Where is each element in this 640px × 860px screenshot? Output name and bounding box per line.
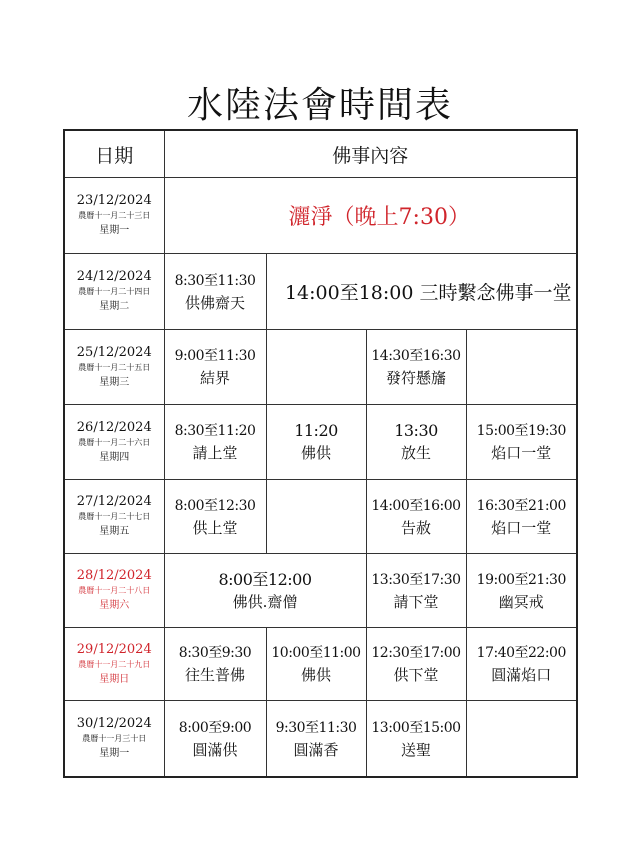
- table-row: [64, 554, 577, 628]
- event-desc: 圓滿焰口: [491, 666, 552, 684]
- date-cell: [64, 405, 164, 480]
- event-cell-empty: [266, 330, 366, 405]
- date-cell: [64, 178, 164, 254]
- event-cell: [366, 628, 466, 701]
- lunar-date: 農曆十一月三十日: [82, 734, 147, 743]
- weekday: 星期一: [99, 748, 130, 759]
- table-row: [64, 178, 577, 254]
- weekday: 星期五: [99, 526, 130, 537]
- event-desc: 焰口一堂: [491, 444, 552, 462]
- event-cell: [366, 405, 466, 480]
- event-time: 10:00至11:00: [271, 645, 361, 661]
- event-cell: [164, 554, 366, 628]
- event-time: 15:00至19:30: [476, 423, 566, 439]
- event-time: 13:00至15:00: [371, 719, 461, 736]
- header-row: [64, 130, 577, 178]
- event-time: 8:00至12:30: [174, 497, 256, 514]
- event-time: 17:40至22:00: [476, 645, 566, 661]
- event-time: 8:00至12:00: [218, 569, 312, 589]
- weekday: 星期三: [99, 376, 130, 388]
- table-row: [64, 254, 577, 330]
- date-cell: [64, 480, 164, 554]
- event-cell: [366, 330, 466, 405]
- date-cell: [64, 554, 164, 628]
- event-desc: 告赦: [400, 518, 431, 537]
- date-text: 30/12/2024: [76, 716, 152, 731]
- event-desc: 焰口一堂: [491, 518, 552, 537]
- event-time: 11:20: [294, 421, 338, 440]
- date-cell: [64, 254, 164, 330]
- event-desc: 送聖: [400, 740, 431, 759]
- event-cell: [266, 701, 366, 778]
- event-desc: 佛供.齋僧: [232, 592, 298, 611]
- event-cell-empty: [466, 330, 577, 405]
- event-desc: 供上堂: [192, 518, 238, 537]
- date-text: 23/12/2024: [76, 193, 152, 208]
- event-cell-empty: [266, 480, 366, 554]
- date-text: 29/12/2024: [76, 641, 152, 657]
- event-time: 16:30至21:00: [476, 497, 566, 514]
- date-text: 28/12/2024: [76, 568, 152, 583]
- event-cell: [466, 480, 577, 554]
- event-cell: [266, 628, 366, 701]
- date-cell: [64, 330, 164, 405]
- event-desc: 請上堂: [192, 444, 238, 462]
- event-cell-empty: [466, 701, 577, 778]
- weekday: 星期二: [99, 301, 130, 312]
- table-row: [64, 405, 577, 480]
- event-desc: 佛供: [300, 666, 331, 684]
- event-cell: [164, 480, 266, 554]
- event-desc: 供下堂: [393, 666, 439, 684]
- event-desc: 往生普佛: [184, 666, 245, 684]
- table-row: [64, 480, 577, 554]
- event-cell: [366, 701, 466, 778]
- table-row: [64, 330, 577, 405]
- event-cell: [164, 330, 266, 405]
- event-cell: [466, 554, 577, 628]
- date-text: 25/12/2024: [76, 344, 152, 360]
- date-cell: [64, 701, 164, 778]
- event-desc: 結界: [199, 369, 230, 387]
- event-cell-wide: 14:00至18:00 三時繫念佛事一堂: [266, 254, 577, 330]
- event-time: 12:30至17:00: [371, 645, 461, 661]
- header-content: 佛事內容: [164, 130, 577, 178]
- event-cell: [164, 628, 266, 701]
- date-text: 24/12/2024: [76, 269, 152, 284]
- lunar-date: 農曆十一月二十九日: [78, 659, 151, 669]
- event-time: 19:00至21:30: [476, 571, 566, 588]
- lunar-date: 農曆十一月二十三日: [78, 211, 151, 220]
- date-cell: [64, 628, 164, 701]
- header-date: 日期: [64, 130, 164, 178]
- table-row: [64, 628, 577, 701]
- event-cleansing: 灑淨（晚上7:30）: [164, 178, 577, 254]
- event-cell: [466, 405, 577, 480]
- event-time: 14:00至16:00: [371, 497, 461, 514]
- event-time: 8:30至11:20: [174, 423, 256, 439]
- date-text: 26/12/2024: [76, 419, 152, 435]
- event-time: 9:30至11:30: [275, 719, 357, 736]
- event-cell: [164, 701, 266, 778]
- schedule-table: [63, 129, 578, 778]
- event-desc: 發符懸旛: [385, 369, 446, 387]
- weekday: 星期六: [99, 600, 130, 611]
- event-cell: [266, 405, 366, 480]
- event-time: 9:00至11:30: [174, 348, 256, 364]
- table-row: [64, 701, 577, 778]
- event-time: 13:30至17:30: [371, 571, 461, 588]
- event-time: 8:30至9:30: [178, 645, 252, 661]
- event-desc: 佛供: [300, 444, 331, 462]
- event-cell: [164, 405, 266, 480]
- event-time: 8:00至9:00: [178, 719, 252, 736]
- lunar-date: 農曆十一月二十四日: [78, 287, 151, 296]
- event-desc: 幽冥戒: [498, 592, 544, 611]
- event-cell: [164, 254, 266, 330]
- event-time: 13:30: [394, 421, 438, 440]
- event-desc: 放生: [400, 444, 431, 462]
- event-time: 14:30至16:30: [371, 348, 461, 364]
- weekday: 星期一: [99, 225, 130, 236]
- event-desc: 圓滿香: [293, 740, 339, 759]
- event-desc: 圓滿供: [192, 740, 238, 759]
- weekday: 星期日: [99, 673, 130, 685]
- event-desc: 請下堂: [393, 592, 439, 611]
- event-cell: [466, 628, 577, 701]
- lunar-date: 農曆十一月二十八日: [78, 586, 151, 595]
- event-cell: [366, 554, 466, 628]
- page-title: 水陸法會時間表: [186, 85, 453, 126]
- event-time: 8:30至11:30: [174, 272, 256, 289]
- lunar-date: 農曆十一月二十六日: [78, 437, 151, 447]
- lunar-date: 農曆十一月二十五日: [78, 362, 151, 372]
- weekday: 星期四: [99, 451, 130, 463]
- lunar-date: 農曆十一月二十七日: [78, 512, 151, 521]
- date-text: 27/12/2024: [76, 494, 152, 509]
- event-desc: 供佛齋天: [184, 293, 245, 312]
- event-cell: [366, 480, 466, 554]
